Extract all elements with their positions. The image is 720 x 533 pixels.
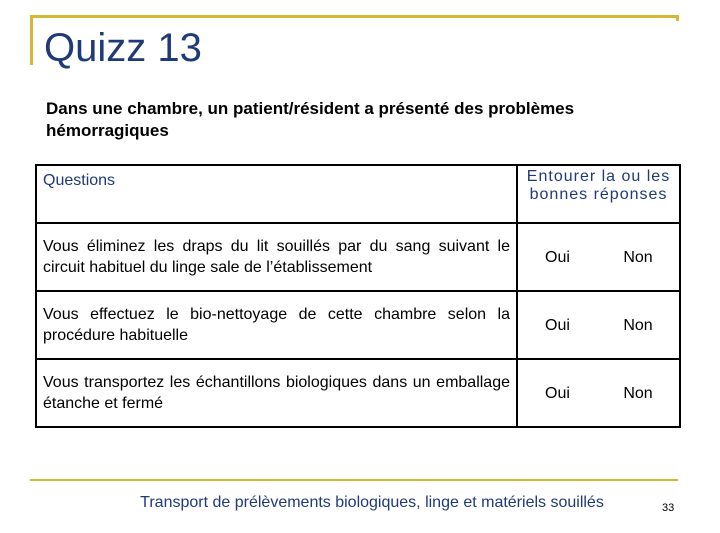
answer-non[interactable]: Non <box>597 291 680 359</box>
table-row <box>36 223 680 291</box>
table-row <box>36 359 680 427</box>
question-text: Vous effectuez le bio-nettoyage de cette chambre selon la procédure habituelle <box>36 291 517 359</box>
table-header-row <box>36 165 680 223</box>
question-text: Vous éliminez les draps du lit souillés par du sang suivant le circuit habituel du linge sale de l’établissement <box>36 223 517 291</box>
table-row <box>36 291 680 359</box>
answers-header: Entourer la ou les bonnes réponses <box>517 165 680 223</box>
answer-non[interactable]: Non <box>597 359 680 427</box>
questions-header: Questions <box>36 165 517 223</box>
answer-oui[interactable]: Oui <box>517 223 597 291</box>
footer-text: Transport de prélèvements biologiques, linge et matériels souillés <box>140 494 604 511</box>
page-subtitle: Dans une chambre, un patient/résident a présenté des problèmes hémorragiques <box>46 99 575 140</box>
page-number: 33 <box>662 502 675 514</box>
page-title: Quizz 13 <box>44 26 202 70</box>
right-tick <box>676 15 679 21</box>
question-text: Vous transportez les échantillons biologiques dans un emballage étanche et fermé <box>36 359 517 427</box>
quiz-table <box>35 164 681 428</box>
top-rule <box>30 15 678 18</box>
left-rule <box>30 15 33 65</box>
answer-non[interactable]: Non <box>597 223 680 291</box>
answer-oui[interactable]: Oui <box>517 359 597 427</box>
answer-oui[interactable]: Oui <box>517 291 597 359</box>
bottom-rule <box>30 479 678 481</box>
